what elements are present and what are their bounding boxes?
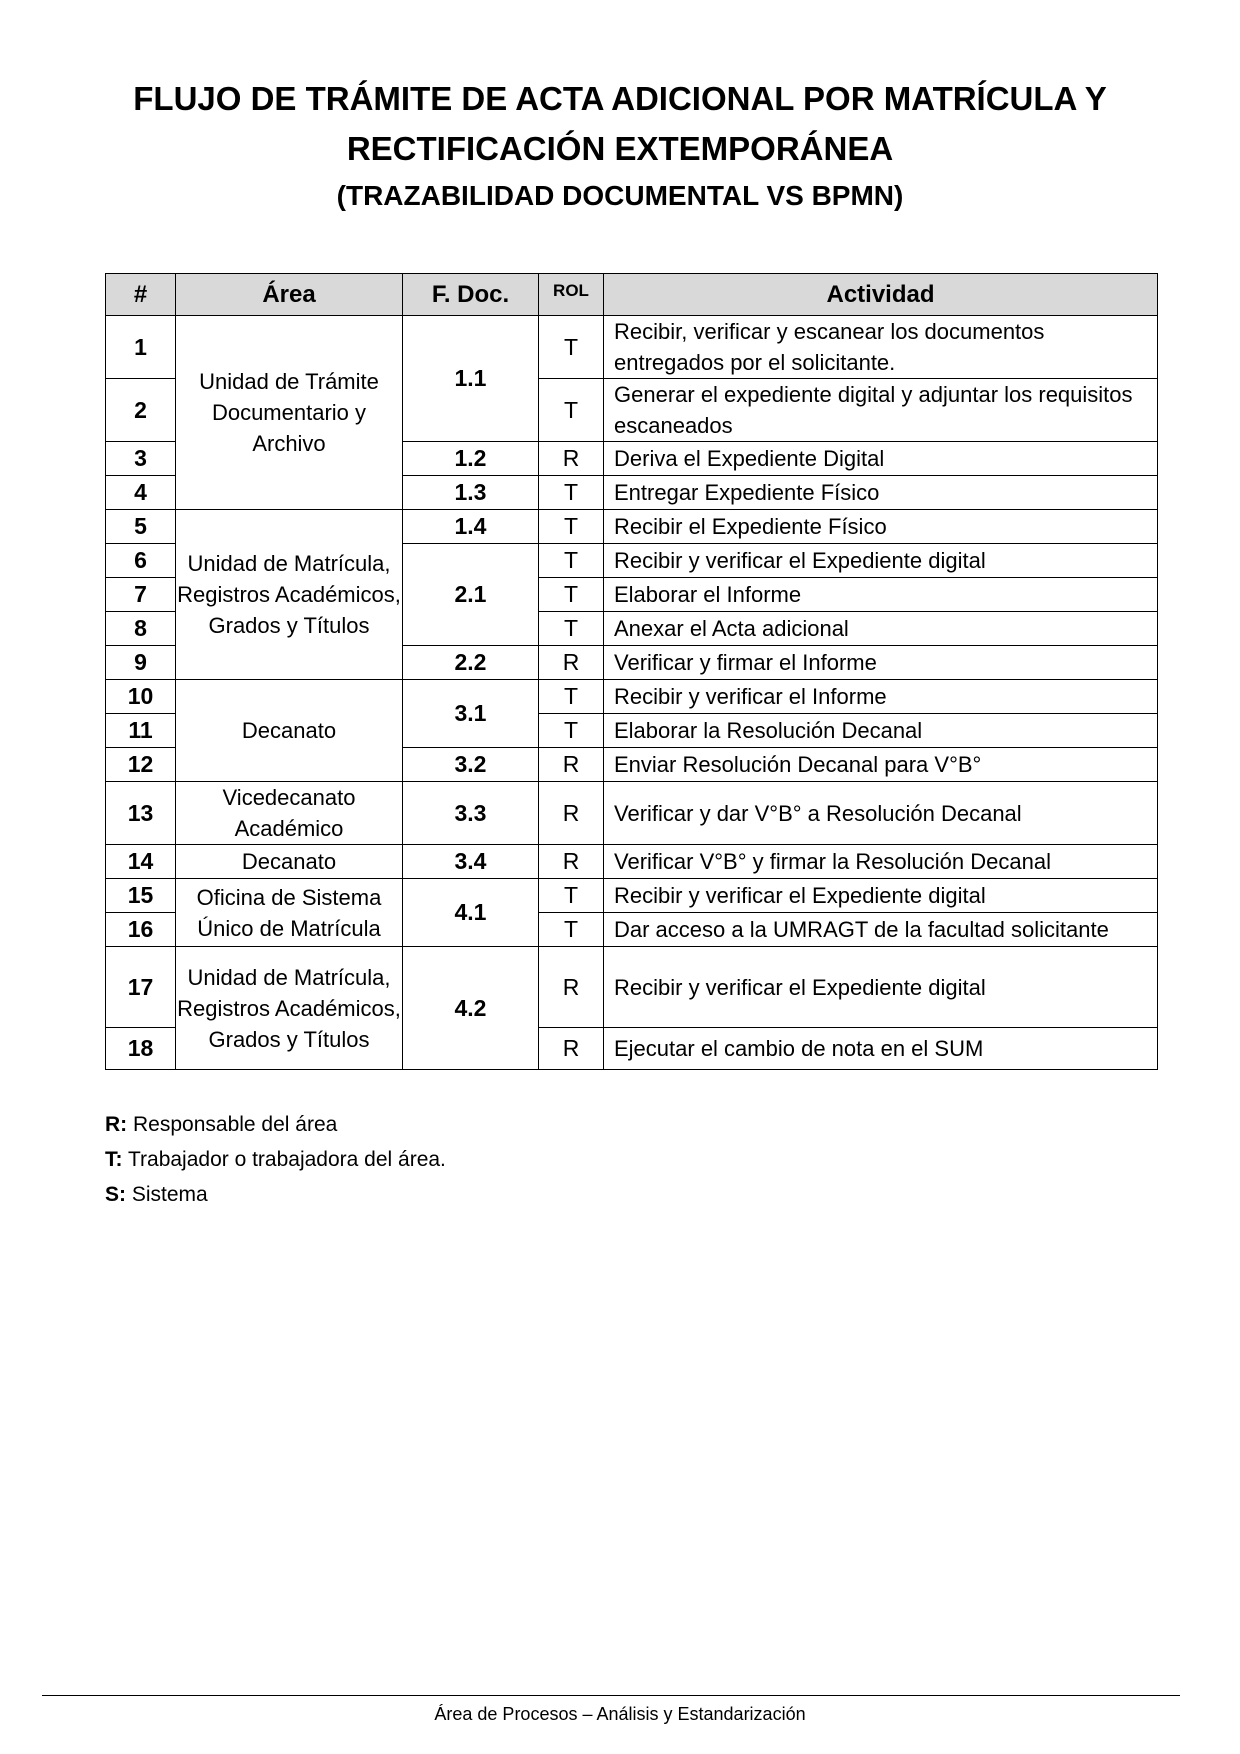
role-cell: T bbox=[539, 578, 604, 612]
legend-item-r bbox=[105, 1110, 337, 1140]
activity-cell: Recibir y verificar el Expediente digital bbox=[604, 544, 1158, 578]
role-cell: R bbox=[539, 1028, 604, 1070]
table-row bbox=[106, 782, 1158, 845]
legend-text: Trabajador o trabajadora del área. bbox=[127, 1148, 446, 1171]
role-cell: R bbox=[539, 845, 604, 879]
legend-item-s bbox=[105, 1180, 208, 1210]
role-cell: T bbox=[539, 714, 604, 748]
activity-cell: Recibir y verificar el Expediente digital bbox=[604, 947, 1158, 1028]
title-line-2: RECTIFICACIÓN EXTEMPORÁNEA bbox=[346, 130, 894, 167]
activity-cell: Anexar el Acta adicional bbox=[604, 612, 1158, 646]
header-area: Área bbox=[176, 274, 403, 316]
doc-cell: 3.2 bbox=[403, 748, 539, 782]
area-cell: Unidad de Trámite Documentario y Archivo bbox=[176, 316, 403, 510]
legend-text: Responsable del área bbox=[133, 1113, 338, 1136]
doc-cell: 1.2 bbox=[403, 442, 539, 476]
area-cell: Unidad de Matrícula, Registros Académicos, Grados y Títulos bbox=[176, 947, 403, 1070]
table-row bbox=[106, 879, 1158, 913]
activity-cell: Recibir y verificar el Informe bbox=[604, 680, 1158, 714]
header-rol: ROL bbox=[539, 274, 604, 316]
activity-cell: Entregar Expediente Físico bbox=[604, 476, 1158, 510]
doc-cell: 3.1 bbox=[403, 680, 539, 748]
doc-cell: 4.1 bbox=[403, 879, 539, 947]
document-subtitle: (TRAZABILIDAD DOCUMENTAL VS BPMN) bbox=[336, 180, 904, 211]
role-cell: R bbox=[539, 782, 604, 845]
table-header-row bbox=[106, 274, 1158, 316]
activity-cell: Recibir y verificar el Expediente digital bbox=[604, 879, 1158, 913]
table-row bbox=[106, 680, 1158, 714]
legend-text: Sistema bbox=[131, 1183, 208, 1206]
activity-cell: Elaborar el Informe bbox=[604, 578, 1158, 612]
doc-cell: 3.4 bbox=[403, 845, 539, 879]
role-cell: T bbox=[539, 316, 604, 379]
document-title bbox=[0, 74, 1240, 174]
role-cell: T bbox=[539, 510, 604, 544]
table-row bbox=[106, 316, 1158, 379]
role-cell: T bbox=[539, 612, 604, 646]
row-number: 10 bbox=[106, 680, 176, 714]
doc-cell: 2.1 bbox=[403, 544, 539, 646]
row-number: 6 bbox=[106, 544, 176, 578]
row-number: 7 bbox=[106, 578, 176, 612]
activity-cell: Verificar V°B° y firmar la Resolución Decanal bbox=[604, 845, 1158, 879]
row-number: 5 bbox=[106, 510, 176, 544]
row-number: 3 bbox=[106, 442, 176, 476]
row-number: 12 bbox=[106, 748, 176, 782]
area-cell: Vicedecanato Académico bbox=[176, 782, 403, 845]
activity-cell: Ejecutar el cambio de nota en el SUM bbox=[604, 1028, 1158, 1070]
area-cell: Oficina de Sistema Único de Matrícula bbox=[176, 879, 403, 947]
role-cell: T bbox=[539, 476, 604, 510]
row-number: 8 bbox=[106, 612, 176, 646]
role-cell: T bbox=[539, 879, 604, 913]
row-number: 4 bbox=[106, 476, 176, 510]
activity-cell: Elaborar la Resolución Decanal bbox=[604, 714, 1158, 748]
page-footer: Área de Procesos – Análisis y Estandarización bbox=[434, 1704, 806, 1724]
table-row bbox=[106, 510, 1158, 544]
activity-cell: Enviar Resolución Decanal para V°B° bbox=[604, 748, 1158, 782]
activity-cell: Recibir, verificar y escanear los documentos entregados por el solicitante. bbox=[604, 316, 1158, 379]
row-number: 16 bbox=[106, 913, 176, 947]
role-cell: R bbox=[539, 947, 604, 1028]
row-number: 14 bbox=[106, 845, 176, 879]
row-number: 18 bbox=[106, 1028, 176, 1070]
doc-cell: 3.3 bbox=[403, 782, 539, 845]
title-line-1: FLUJO DE TRÁMITE DE ACTA ADICIONAL POR MATRÍCULA Y bbox=[133, 80, 1107, 117]
header-num: # bbox=[106, 274, 176, 316]
doc-cell: 1.3 bbox=[403, 476, 539, 510]
doc-cell: 1.4 bbox=[403, 510, 539, 544]
role-cell: T bbox=[539, 379, 604, 442]
activity-cell: Verificar y dar V°B° a Resolución Decanal bbox=[604, 782, 1158, 845]
row-number: 9 bbox=[106, 646, 176, 680]
row-number: 15 bbox=[106, 879, 176, 913]
area-cell: Decanato bbox=[176, 680, 403, 782]
role-cell: T bbox=[539, 913, 604, 947]
doc-cell: 4.2 bbox=[403, 947, 539, 1070]
activity-cell: Deriva el Expediente Digital bbox=[604, 442, 1158, 476]
table-row bbox=[106, 845, 1158, 879]
row-number: 1 bbox=[106, 316, 176, 379]
legend-key: S: bbox=[105, 1183, 126, 1206]
role-cell: R bbox=[539, 748, 604, 782]
table-row bbox=[106, 947, 1158, 1028]
role-cell: T bbox=[539, 544, 604, 578]
area-cell: Decanato bbox=[176, 845, 403, 879]
row-number: 11 bbox=[106, 714, 176, 748]
header-doc: F. Doc. bbox=[403, 274, 539, 316]
activity-cell: Generar el expediente digital y adjuntar los requisitos escaneados bbox=[604, 379, 1158, 442]
role-cell: R bbox=[539, 442, 604, 476]
legend-key: R: bbox=[105, 1113, 128, 1136]
row-number: 2 bbox=[106, 379, 176, 442]
activity-cell: Verificar y firmar el Informe bbox=[604, 646, 1158, 680]
activity-cell: Dar acceso a la UMRAGT de la facultad solicitante bbox=[604, 913, 1158, 947]
legend-key: T: bbox=[105, 1148, 123, 1171]
area-cell: Unidad de Matrícula, Registros Académicos, Grados y Títulos bbox=[176, 510, 403, 680]
traceability-table bbox=[105, 273, 1158, 1070]
doc-cell: 1.1 bbox=[403, 316, 539, 442]
footer-divider bbox=[42, 1695, 1180, 1696]
activity-cell: Recibir el Expediente Físico bbox=[604, 510, 1158, 544]
row-number: 13 bbox=[106, 782, 176, 845]
header-activity: Actividad bbox=[604, 274, 1158, 316]
role-cell: R bbox=[539, 646, 604, 680]
role-cell: T bbox=[539, 680, 604, 714]
legend-item-t bbox=[105, 1145, 446, 1175]
row-number: 17 bbox=[106, 947, 176, 1028]
doc-cell: 2.2 bbox=[403, 646, 539, 680]
